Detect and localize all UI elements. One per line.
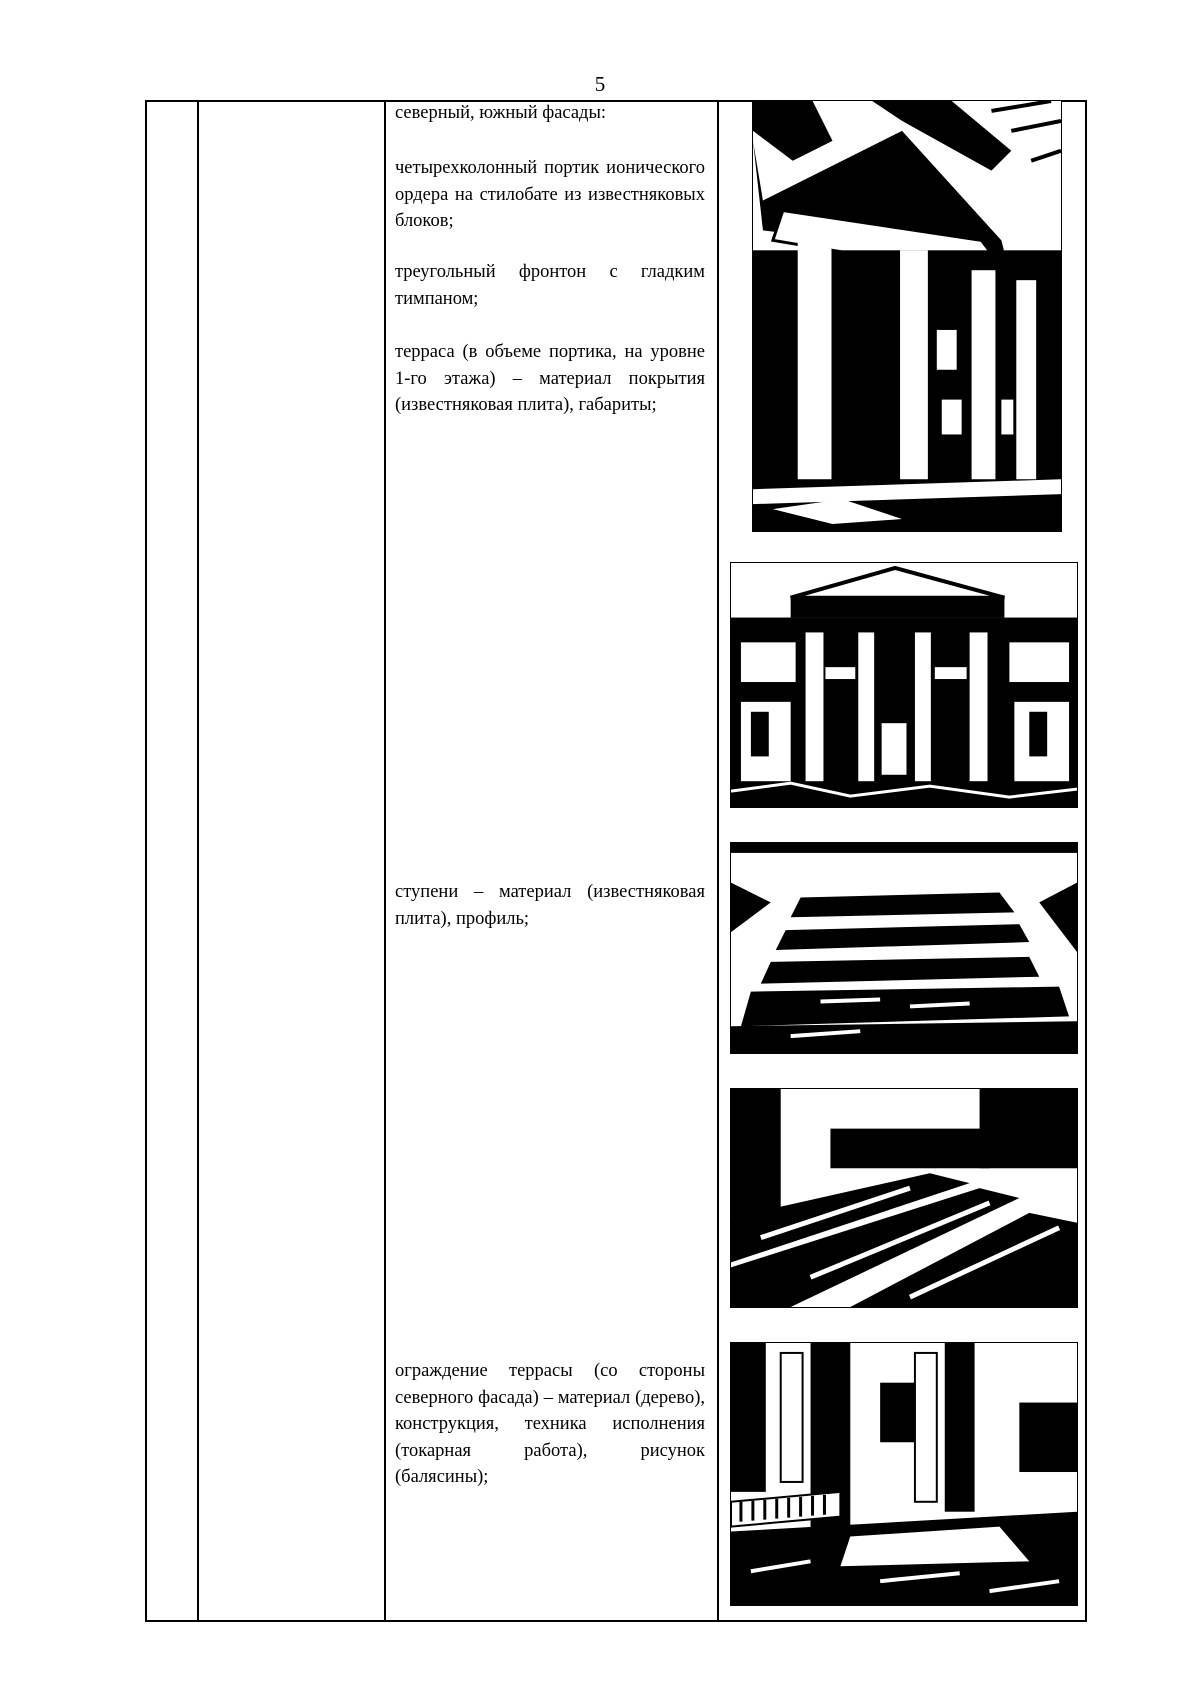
page-number: 5 — [594, 72, 606, 96]
paragraph-portico: четырехколонный портик ионического ордера на стилобате из известняковых блоков; — [395, 158, 705, 232]
facade-front-photo — [730, 562, 1078, 808]
steps-side-photo — [730, 1088, 1078, 1308]
paragraph-pediment: треугольный фронтон с гладким тимпаном; — [395, 262, 705, 309]
paragraph-railing: ограждение террасы (со стороны северного фасада) – материал (дерево), конструкция, техника исполнения (токарная работа), рисунок (балясины); — [395, 1361, 705, 1488]
column-divider-2 — [384, 100, 386, 1622]
paragraph-terrace: терраса (в объеме портика, на уровне 1-го этажа) – материал покрытия (известняковая плита), габариты; — [395, 342, 705, 416]
column-divider-1 — [197, 100, 199, 1622]
column-divider-3 — [717, 100, 719, 1622]
terrace-railing-photo — [730, 1342, 1078, 1606]
steps-front-photo — [730, 842, 1078, 1054]
portico-angle-photo — [752, 100, 1062, 532]
paragraph-facades: северный, южный фасады: — [395, 103, 607, 123]
paragraph-steps: ступени – материал (известняковая плита), профиль; — [395, 882, 705, 929]
